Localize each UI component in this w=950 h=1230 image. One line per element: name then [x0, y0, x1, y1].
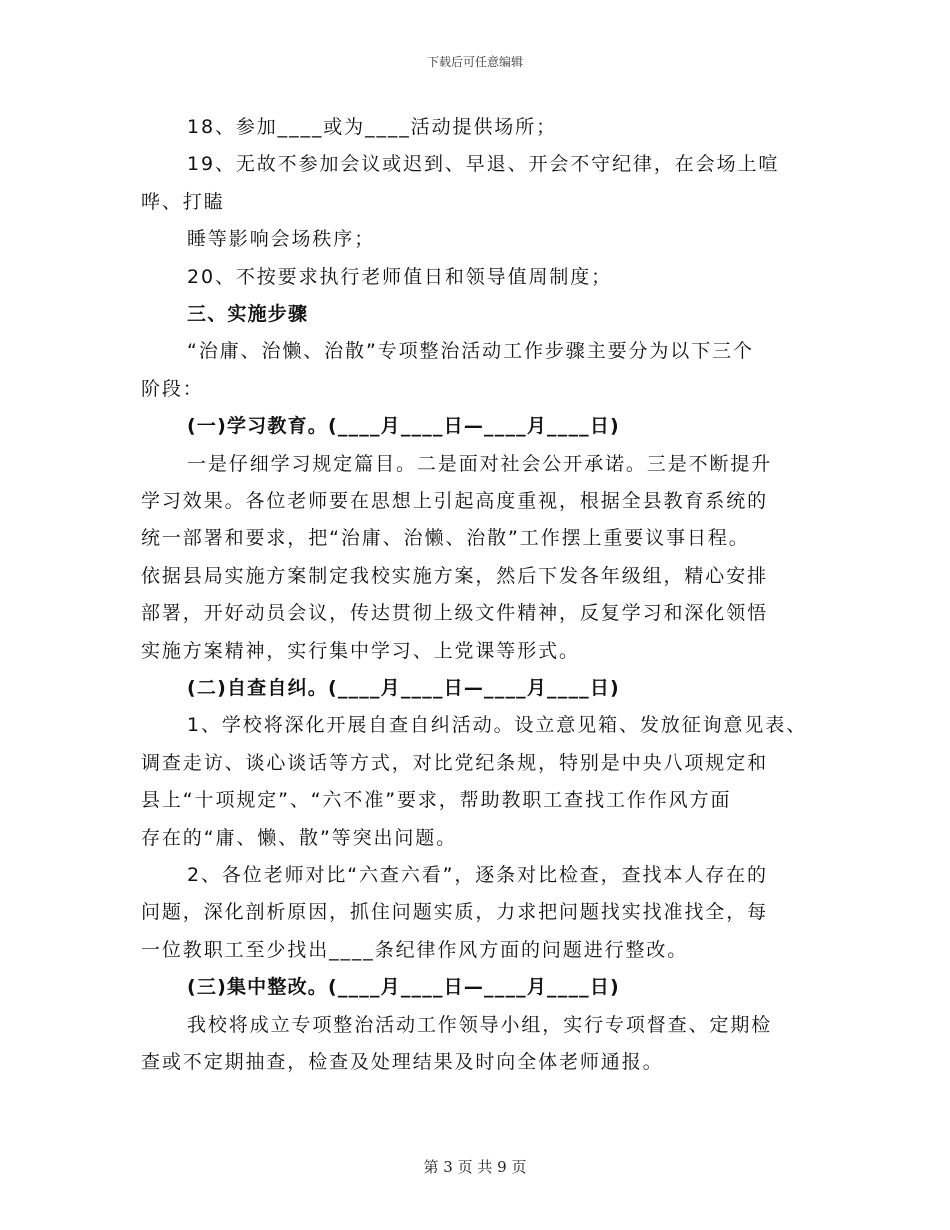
paragraph-line: 20、不按要求执行老师值日和领导值周制度；: [187, 265, 613, 288]
paragraph-line: 问题，深化剖析原因，抓住问题实质，力求把问题找实找准找全，每: [141, 901, 769, 924]
paragraph-line: 存在的“庸、懒、散”等突出问题。: [141, 826, 458, 849]
paragraph-line: “治庸、治懒、治散”专项整治活动工作步骤主要分为以下三个: [187, 340, 754, 363]
paragraph-line: 一位教职工至少找出____条纪律作风方面的问题进行整改。: [141, 938, 689, 961]
paragraph-line: 县上“十项规定”、“六不准”要求，帮助教职工查找工作作风方面: [141, 789, 732, 812]
paragraph-line: 睡等影响会场秩序；: [187, 228, 376, 251]
paragraph-line: 我校将成立专项整治活动工作领导小组，实行专项督查、定期检: [187, 1013, 773, 1036]
paragraph-line: 哗、打瞌: [141, 190, 225, 213]
paragraph-line: 阶段：: [141, 377, 204, 400]
paragraph-line: 查或不定期抽查，检查及处理结果及时向全体老师通报。: [141, 1051, 664, 1073]
page-footer: 第 3 页 共 9 页: [423, 1158, 527, 1176]
page-header: 下载后可任意编辑: [426, 55, 523, 69]
paragraph-line: 1、学校将深化开展自查自纠活动。设立意见箱、发放征询意见表、: [187, 714, 808, 737]
section-heading: (三)集中整改。(____月____日—____月____日): [187, 976, 620, 999]
paragraph-line: 部署，开好动员会议，传达贯彻上级文件精神，反复学习和深化领悟: [141, 602, 769, 625]
paragraph-line: 调查走访、谈心谈话等方式，对比党纪条规，特别是中央八项规定和: [141, 751, 769, 774]
paragraph-line: 18、参加____或为____活动提供场所；: [187, 116, 557, 138]
section-heading: (二)自查自纠。(____月____日—____月____日): [187, 677, 620, 699]
paragraph-line: 一是仔细学习规定篇目。二是面对社会公开承诺。三是不断提升: [187, 452, 773, 475]
paragraph-line: 依据县局实施方案制定我校实施方案，然后下发各年级组，精心安排: [141, 564, 769, 587]
paragraph-line: 19、无故不参加会议或迟到、早退、开会不守纪律，在会场上喧: [187, 153, 780, 176]
paragraph-line: 统一部署和要求，把“治庸、治懒、治散”工作摆上重要议事日程。: [141, 527, 750, 550]
section-heading: (一)学习教育。(____月____日—____月____日): [187, 415, 620, 438]
paragraph-line: 学习效果。各位老师要在思想上引起高度重视，根据全县教育系统的: [141, 490, 769, 512]
paragraph-line: 实施方案精神，实行集中学习、上党课等形式。: [141, 639, 580, 662]
section-heading: 三、实施步骤: [187, 303, 309, 325]
paragraph-line: 2、各位老师对比“六查六看”，逐条对比检查，查找本人存在的: [187, 864, 768, 886]
